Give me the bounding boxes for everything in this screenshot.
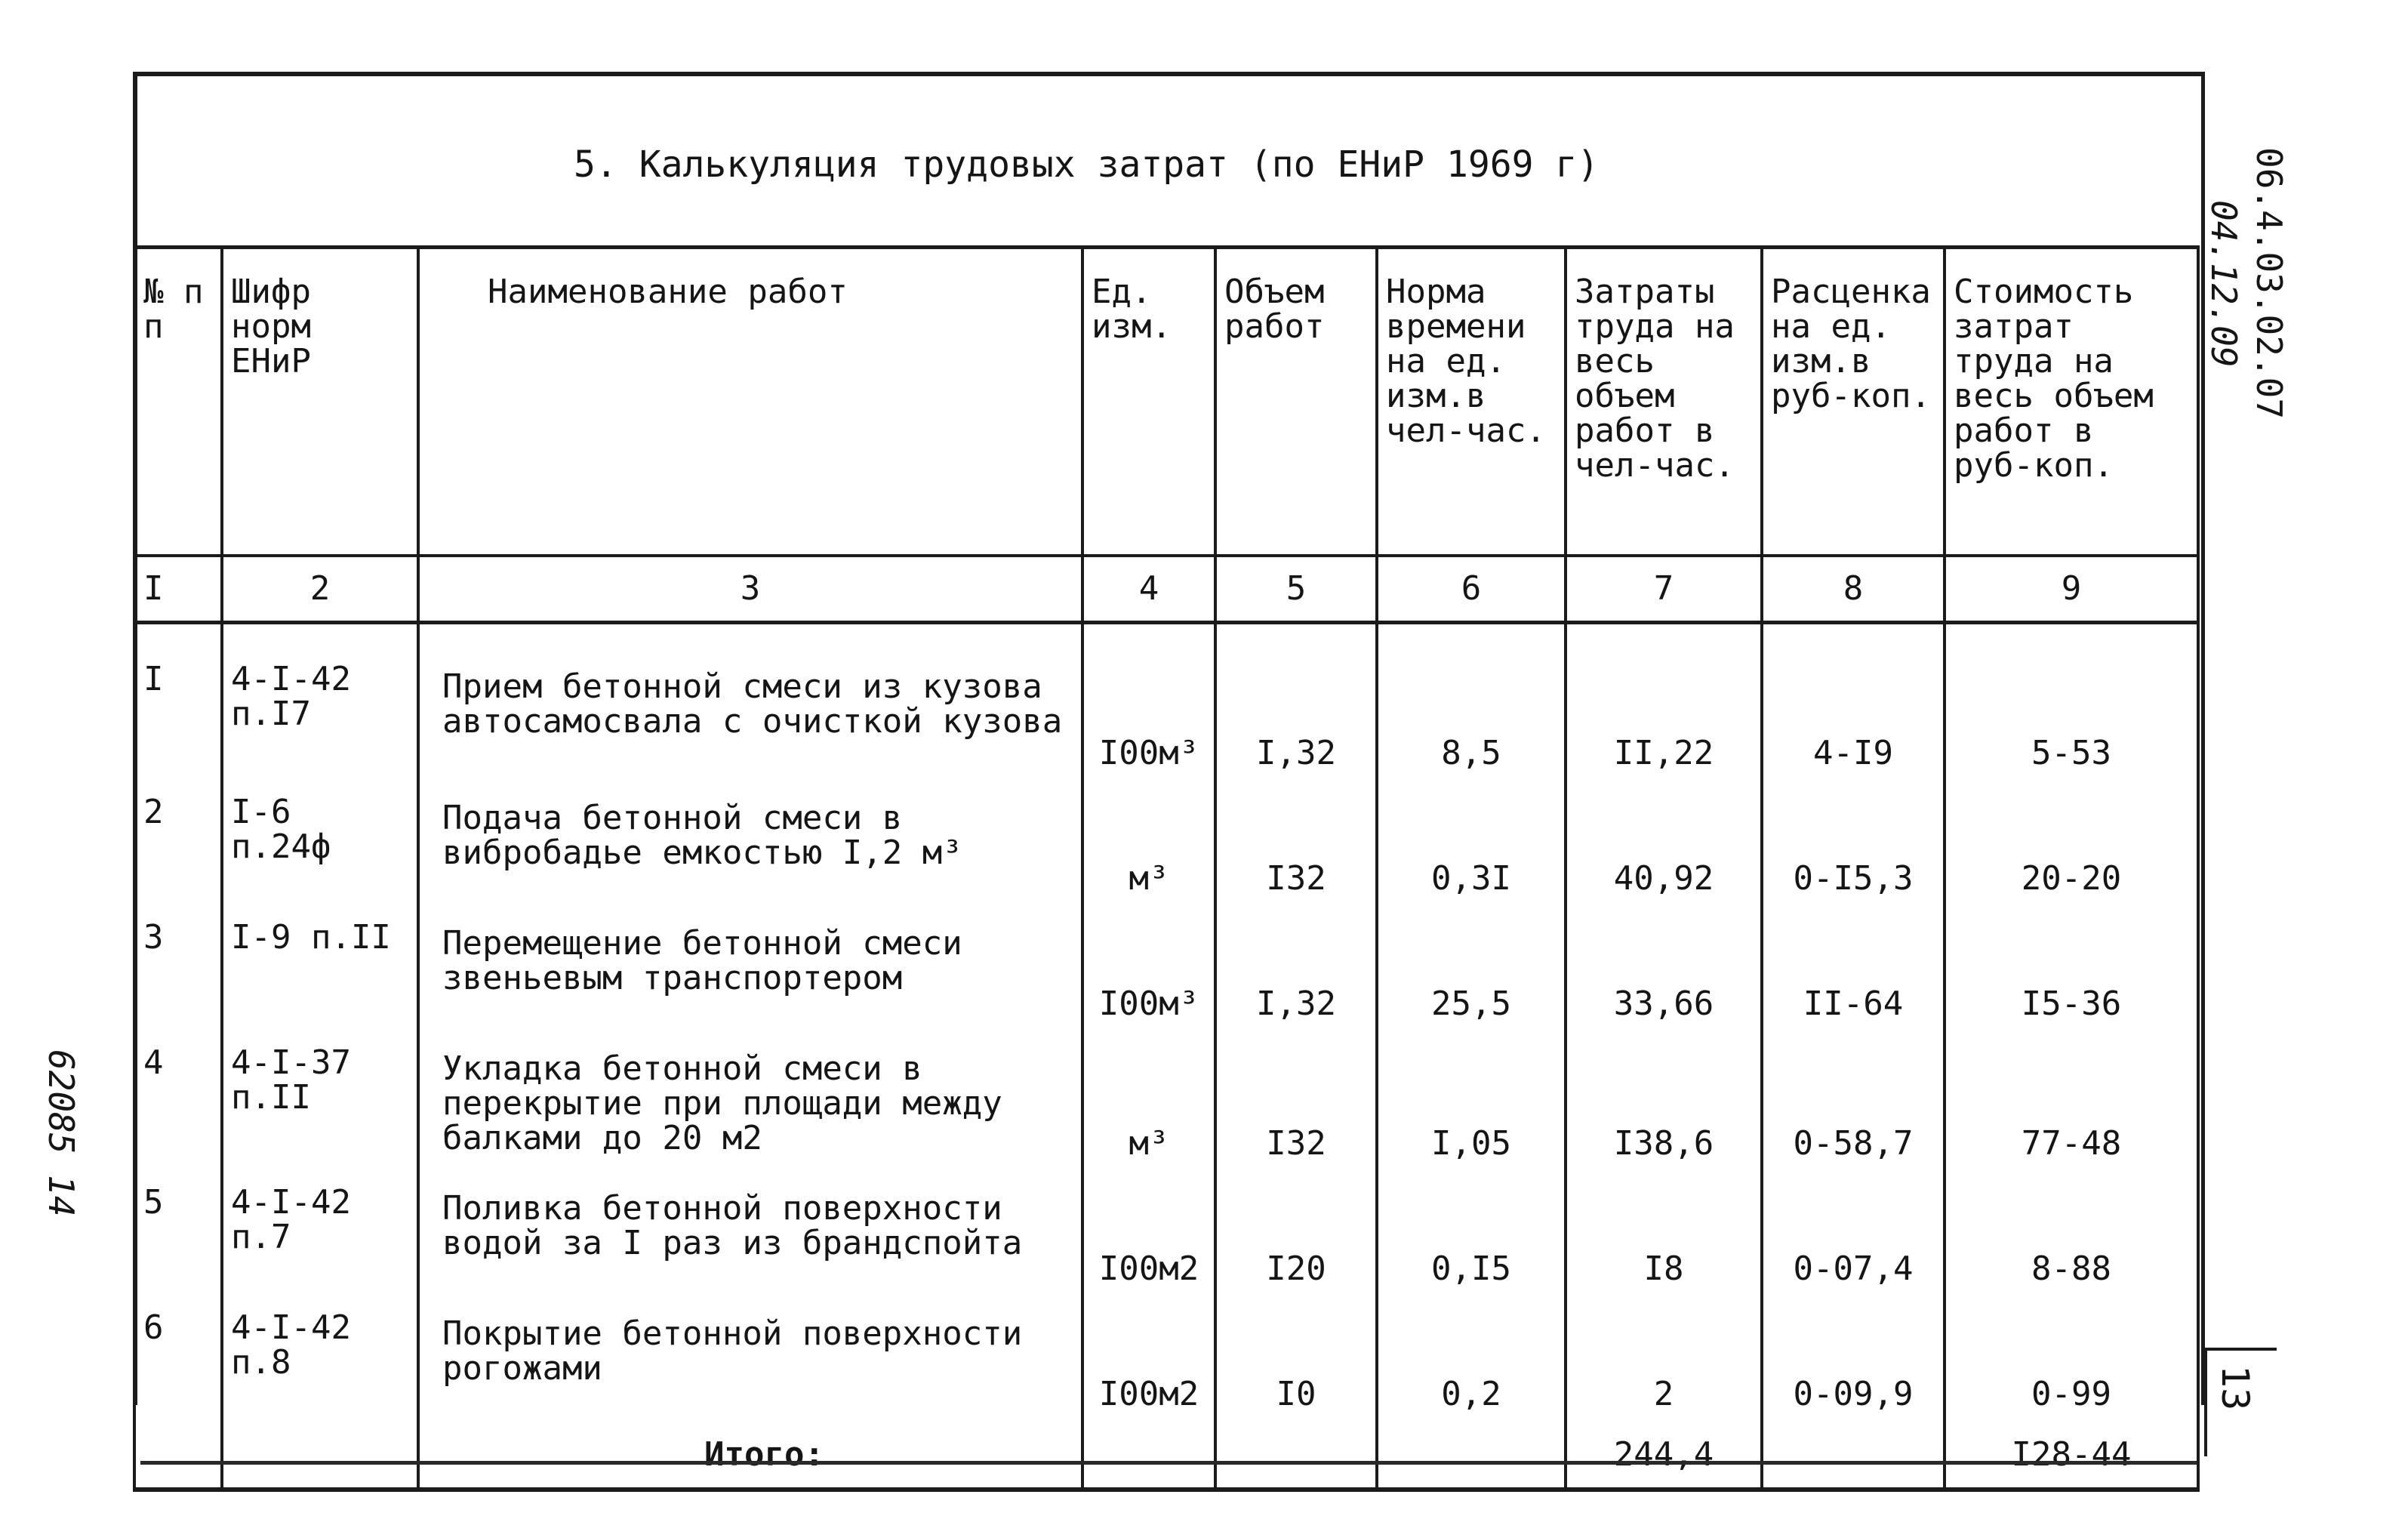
- unit: I00м³: [1082, 623, 1215, 781]
- norm-code: 4-I-42 п.I7: [222, 623, 418, 781]
- volume: I32: [1215, 781, 1377, 907]
- norm-code: 4-I-42 п.8: [222, 1297, 418, 1422]
- column-number: 8: [1762, 556, 1945, 623]
- total-labor: 244,4: [1566, 1422, 1762, 1490]
- page-number: 13: [2213, 1365, 2257, 1411]
- column-number: 4: [1082, 556, 1215, 623]
- work-name: Перемещение бетонной смеси звеньевым транспортером: [418, 907, 1082, 1032]
- time-norm: 0,3I: [1377, 781, 1566, 907]
- time-norm: I,05: [1377, 1032, 1566, 1172]
- empty-cell: [1215, 1422, 1377, 1490]
- volume: I,32: [1215, 907, 1377, 1032]
- norm-code: I-9 п.II: [222, 907, 418, 1032]
- table-row: [134, 907, 2198, 1032]
- header-cell: Затраты труда на весь объем работ в чел-час.: [1566, 248, 1762, 556]
- rate: II-64: [1762, 907, 1945, 1032]
- archive-stamp: 62085 14: [41, 1049, 82, 1217]
- document-code-line2: 04.12.09: [2203, 200, 2244, 368]
- column-number: 6: [1377, 556, 1566, 623]
- empty-cell: [222, 1422, 418, 1490]
- total-row: [134, 1422, 2198, 1490]
- unit: I00м³: [1082, 907, 1215, 1032]
- unit: м³: [1082, 1032, 1215, 1172]
- time-norm: 25,5: [1377, 907, 1566, 1032]
- unit: I00м2: [1082, 1297, 1215, 1422]
- rate: 0-09,9: [1762, 1297, 1945, 1422]
- header-cell: Наименование работ: [418, 248, 1082, 556]
- cost-total: 20-20: [1945, 781, 2198, 907]
- table-row: [134, 1297, 2198, 1422]
- labor-total: 2: [1566, 1297, 1762, 1422]
- work-name: Укладка бетонной смеси в перекрытие при площади между балками до 20 м2: [418, 1032, 1082, 1172]
- empty-cell: [1762, 1422, 1945, 1490]
- cost-total: 5-53: [1945, 623, 2198, 781]
- table-row: [134, 1032, 2198, 1172]
- work-name: Прием бетонной смеси из кузова автосамосвала с очисткой кузова: [418, 623, 1082, 781]
- rate: 0-07,4: [1762, 1172, 1945, 1297]
- row-number: 2: [134, 781, 222, 907]
- time-norm: 8,5: [1377, 623, 1566, 781]
- row-number: 3: [134, 907, 222, 1032]
- time-norm: 0,I5: [1377, 1172, 1566, 1297]
- column-number: I: [134, 556, 222, 623]
- column-number: 2: [222, 556, 418, 623]
- labor-cost-table: [133, 245, 2200, 1492]
- labor-total: 40,92: [1566, 781, 1762, 907]
- row-number: 6: [134, 1297, 222, 1422]
- column-number: 7: [1566, 556, 1762, 623]
- column-number: 5: [1215, 556, 1377, 623]
- page-title: 5. Калькуляция трудовых затрат (по ЕНиР 1969 г): [574, 143, 1600, 186]
- row-number: I: [134, 623, 222, 781]
- header-cell: Объем работ: [1215, 248, 1377, 556]
- rate: 0-I5,3: [1762, 781, 1945, 907]
- cost-total: I5-36: [1945, 907, 2198, 1032]
- row-number: 5: [134, 1172, 222, 1297]
- time-norm: 0,2: [1377, 1297, 1566, 1422]
- total-cost: I28-44: [1945, 1422, 2198, 1490]
- header-row: [134, 248, 2198, 556]
- norm-code: 4-I-42 п.7: [222, 1172, 418, 1297]
- empty-cell: [1377, 1422, 1566, 1490]
- work-name: Поливка бетонной поверхности водой за I раз из брандспойта: [418, 1172, 1082, 1297]
- row-number: 4: [134, 1032, 222, 1172]
- labor-total: I8: [1566, 1172, 1762, 1297]
- volume: I20: [1215, 1172, 1377, 1297]
- work-name: Покрытие бетонной поверхности рогожами: [418, 1297, 1082, 1422]
- column-number: 3: [418, 556, 1082, 623]
- header-cell: Расценка на ед. изм.в руб-коп.: [1762, 248, 1945, 556]
- labor-total: 33,66: [1566, 907, 1762, 1032]
- header-cell: Стоимость затрат труда на весь объем работ в руб-коп.: [1945, 248, 2198, 556]
- cost-total: 77-48: [1945, 1032, 2198, 1172]
- table-row: [134, 1172, 2198, 1297]
- header-cell: Ед. изм.: [1082, 248, 1215, 556]
- cost-total: 8-88: [1945, 1172, 2198, 1297]
- work-name: Подача бетонной смеси в вибробадье емкостью I,2 м³: [418, 781, 1082, 907]
- total-label: Итого:: [418, 1422, 1082, 1490]
- labor-total: II,22: [1566, 623, 1762, 781]
- table-row: [134, 623, 2198, 781]
- document-code-line1: 06.4.03.02.07: [2249, 147, 2289, 420]
- unit: I00м2: [1082, 1172, 1215, 1297]
- unit: м³: [1082, 781, 1215, 907]
- bottom-rule: [140, 1461, 2197, 1465]
- column-number: 9: [1945, 556, 2198, 623]
- rate: 0-58,7: [1762, 1032, 1945, 1172]
- volume: I32: [1215, 1032, 1377, 1172]
- cost-total: 0-99: [1945, 1297, 2198, 1422]
- norm-code: I-6 п.24ф: [222, 781, 418, 907]
- empty-cell: [134, 1422, 222, 1490]
- header-cell: № п п: [134, 248, 222, 556]
- header-cell: Шифр норм ЕНиР: [222, 248, 418, 556]
- norm-code: 4-I-37 п.II: [222, 1032, 418, 1172]
- volume: I,32: [1215, 623, 1377, 781]
- labor-total: I38,6: [1566, 1032, 1762, 1172]
- column-number-row: [134, 556, 2198, 623]
- header-cell: Норма времени на ед. изм.в чел-час.: [1377, 248, 1566, 556]
- table-row: [134, 781, 2198, 907]
- volume: I0: [1215, 1297, 1377, 1422]
- empty-cell: [1082, 1422, 1215, 1490]
- rate: 4-I9: [1762, 623, 1945, 781]
